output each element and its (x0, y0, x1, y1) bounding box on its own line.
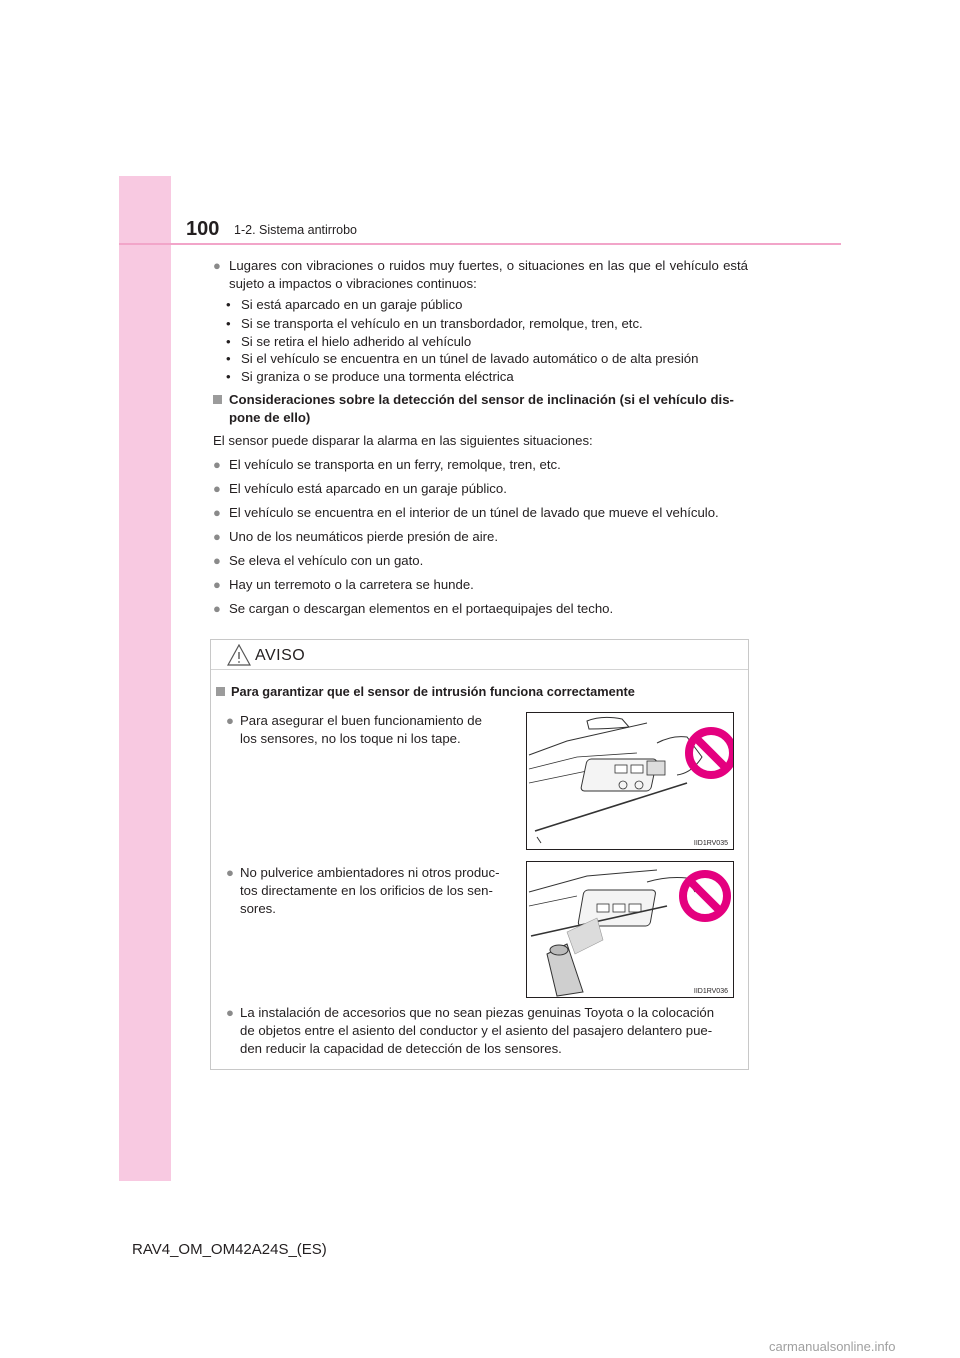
sub-list-item: • Si graniza o se produce una tormenta eléctrica (226, 369, 514, 384)
list-item: ● El vehículo está aparcado en un garaje público. (213, 481, 507, 496)
list-item: ● Hay un terremoto o la carretera se hunde. (213, 577, 474, 592)
square-bullet-icon (216, 687, 225, 696)
bullet-icon: ● (213, 601, 221, 616)
list-item: ● Se eleva el vehículo con un gato. (213, 553, 424, 568)
sensor-illustration-1 (526, 712, 734, 850)
warning-triangle-icon (227, 644, 251, 671)
sensor-illustration-2 (526, 861, 734, 998)
list-item: ● Se cargan o descargan elementos en el portaequipajes del techo. (213, 601, 614, 616)
square-bullet-icon (213, 395, 222, 404)
warning-item: ● Para asegurar el buen funcionamiento de los sensores, no los toque ni los tape. (226, 713, 482, 746)
list-item: ● El vehículo se encuentra en el interior de un túnel de lavado que mueve el vehículo. (213, 505, 719, 520)
warning-item: ● No pulverice ambientadores ni otros produc- tos directamente en los orificios de los sen- sores. (226, 865, 500, 916)
bullet-icon: ● (226, 865, 234, 880)
section-title: 1-2. Sistema antirrobo (234, 223, 357, 237)
sidebar-tab (119, 176, 171, 1181)
sub-list-item: • Si se transporta el vehículo en un transbordador, remolque, tren, etc. (226, 316, 643, 331)
bullet-icon: ● (213, 529, 221, 544)
bullet-icon: ● (226, 1005, 234, 1020)
bullet-icon: ● (213, 481, 221, 496)
list-item: ● Lugares con vibraciones o ruidos muy fuertes, o situaciones en las que el vehículo está sujeto a impactos o vibraciones continuos: (213, 258, 748, 291)
figure-code: IID1RV035 (693, 840, 728, 847)
bullet-icon: ● (213, 258, 221, 273)
section-heading: Consideraciones sobre la detección del sensor de inclinación (si el vehículo dis- pone de ello) (213, 391, 748, 427)
roof-console-figure-1 (527, 713, 733, 849)
bullet-icon: ● (226, 713, 234, 728)
warning-header (211, 640, 748, 670)
warning-box (210, 639, 749, 1070)
sub-list-item: • Si está aparcado en un garaje público (226, 297, 463, 312)
bullet-icon: ● (213, 505, 221, 520)
list-item: ● El vehículo se transporta en un ferry, remolque, tren, etc. (213, 457, 561, 472)
bullet-icon: ● (213, 577, 221, 592)
header-rule (119, 243, 841, 245)
warning-heading: Para garantizar que el sensor de intrusión funciona correctamente (216, 684, 736, 699)
bullet-icon: ● (213, 457, 221, 472)
roof-console-figure-2 (527, 862, 733, 997)
figure-code: IID1RV036 (693, 988, 728, 995)
list-item: ● Uno de los neumáticos pierde presión de aire. (213, 529, 499, 544)
sub-list-item: • Si el vehículo se encuentra en un túnel de lavado automático o de alta presión (226, 351, 699, 366)
warning-item: ● La instalación de accesorios que no sean piezas genuinas Toyota o la colocación de objetos entre el asiento del conductor y el asiento del pasajero delantero pue- den reducir la capacidad de detección de los sensores. (226, 1005, 715, 1056)
page-number: 100 (186, 218, 220, 240)
document-code: RAV4_OM_OM42A24S_(ES) (132, 1241, 327, 1258)
sub-list-item: • Si se retira el hielo adherido al vehículo (226, 334, 472, 349)
bullet-icon: ● (213, 553, 221, 568)
watermark: carmanualsonline.info (769, 1339, 896, 1354)
paragraph: El sensor puede disparar la alarma en las siguientes situaciones: (213, 433, 593, 448)
warning-title: AVISO (255, 647, 306, 664)
